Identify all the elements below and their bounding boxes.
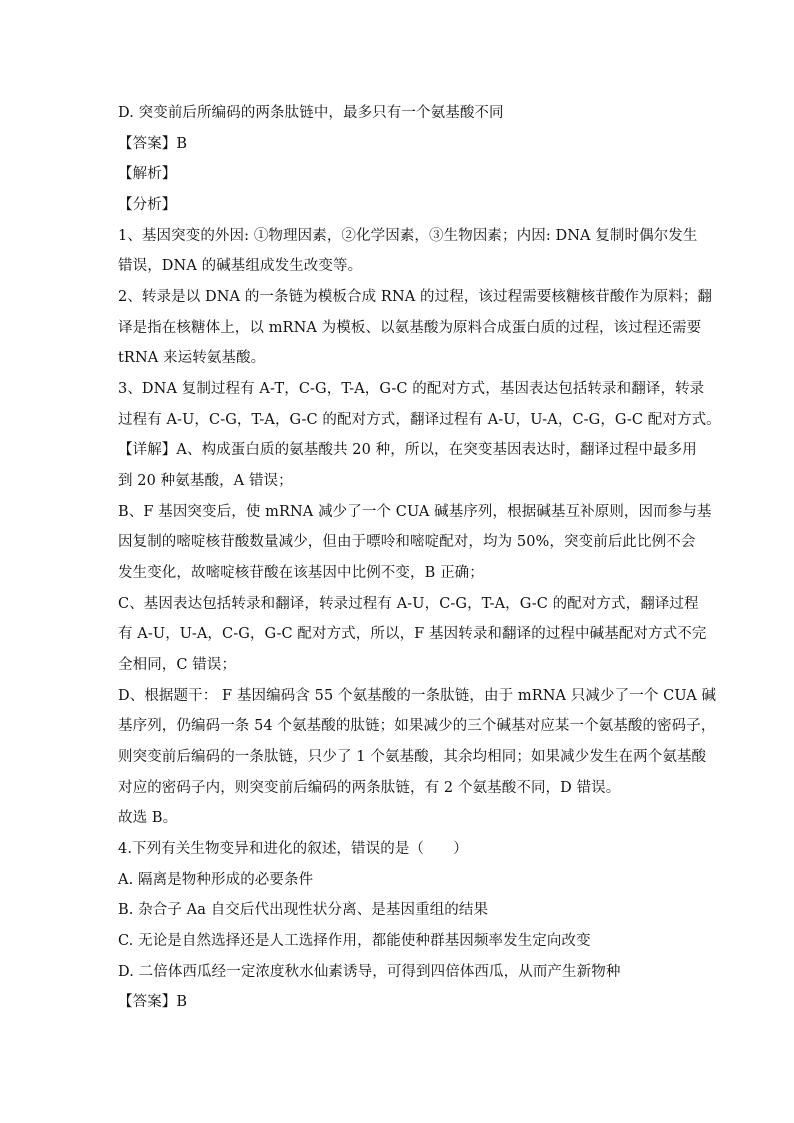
explanation-heading: 【解析】 <box>118 166 177 182</box>
option-d-text: D. 二倍体西瓜经一定浓度秋水仙素诱导，可得到四倍体西瓜，从而产生新物种 <box>118 964 621 980</box>
detail-line: 【详解】A、构成蛋白质的氨基酸共 20 种，所以，在突变基因表达时，翻译过程中最多用 <box>118 442 697 458</box>
detail-line: 有 A-U，U-A，C-G，G-C 配对方式，所以，F 基因转录和翻译的过程中碱基配对方式不完 <box>118 626 707 642</box>
question-4-stem: 4.下列有关生物变异和进化的叙述，错误的是（ ） <box>118 841 468 857</box>
analysis-line: 2、转录是以 DNA 的一条链为模板合成 RNA 的过程，该过程需要核糖核苷酸作为原料；翻 <box>118 289 713 305</box>
analysis-heading: 【分析】 <box>118 197 177 213</box>
option-c-text: C. 无论是自然选择还是人工选择作用，都能使种群基因频率发生定向改变 <box>118 933 591 949</box>
detail-line: D、根据题干： F 基因编码含 55 个氨基酸的一条肽链，由于 mRNA 只减少了一个 CUA 碱 <box>118 688 717 704</box>
conclusion-line: 故选 B。 <box>118 810 178 826</box>
detail-line: 则突变前后编码的一条肽链，只少了 1 个氨基酸，其余均相同；如果减少发生在两个氨基酸 <box>118 749 707 765</box>
analysis-line: 1、基因突变的外因: ①物理因素，②化学因素，③生物因素；内因: DNA 复制时偶尔发生 <box>118 228 698 244</box>
option-d-text: D. 突变前后所编码的两条肽链中，最多只有一个氨基酸不同 <box>118 105 504 121</box>
detail-line: 全相同，C 错误； <box>118 657 237 673</box>
answer-label: 【答案】B <box>118 136 188 152</box>
detail-line: C、基因表达包括转录和翻译，转录过程有 A-U，C-G，T-A，G-C 的配对方式，翻译过程 <box>118 596 699 612</box>
option-a-text: A. 隔离是物种形成的必要条件 <box>118 872 314 888</box>
detail-line: 对应的密码子内，则突变前后编码的两条肽链，有 2 个氨基酸不同，D 错误。 <box>118 780 621 796</box>
detail-line: B、F 基因突变后，使 mRNA 减少了一个 CUA 碱基序列，根据碱基互补原则，因而参与基 <box>118 504 712 520</box>
analysis-line: tRNA 来运转氨基酸。 <box>118 350 266 366</box>
analysis-line: 译是指在核糖体上，以 mRNA 为模板、以氨基酸为原料合成蛋白质的过程，该过程还需要 <box>118 320 702 336</box>
answer-label: 【答案】B <box>118 994 188 1010</box>
analysis-line: 错误，DNA 的碱基组成发生改变等。 <box>118 258 363 274</box>
detail-line: 到 20 种氨基酸，A 错误； <box>118 473 293 489</box>
detail-line: 发生变化，故嘧啶核苷酸在该基因中比例不变，B 正确； <box>118 565 484 581</box>
option-b-text: B. 杂合子 Aa 自交后代出现性状分离、是基因重组的结果 <box>118 902 489 918</box>
detail-line: 因复制的嘧啶核苷酸数量减少，但由于嘌呤和嘧啶配对，均为 50%，突变前后此比例不会 <box>118 534 696 550</box>
analysis-line: 3、DNA 复制过程有 A-T，C-G，T-A，G-C 的配对方式，基因表达包括转录和翻译，转录 <box>118 381 705 397</box>
analysis-line: 过程有 A-U，C-G，T-A，G-C 的配对方式，翻译过程有 A-U，U-A，C-G，G-C 配对方式。 <box>118 412 721 428</box>
detail-line: 基序列，仍编码一条 54 个氨基酸的肽链；如果减少的三个碱基对应某一个氨基酸的密码子， <box>118 718 716 734</box>
